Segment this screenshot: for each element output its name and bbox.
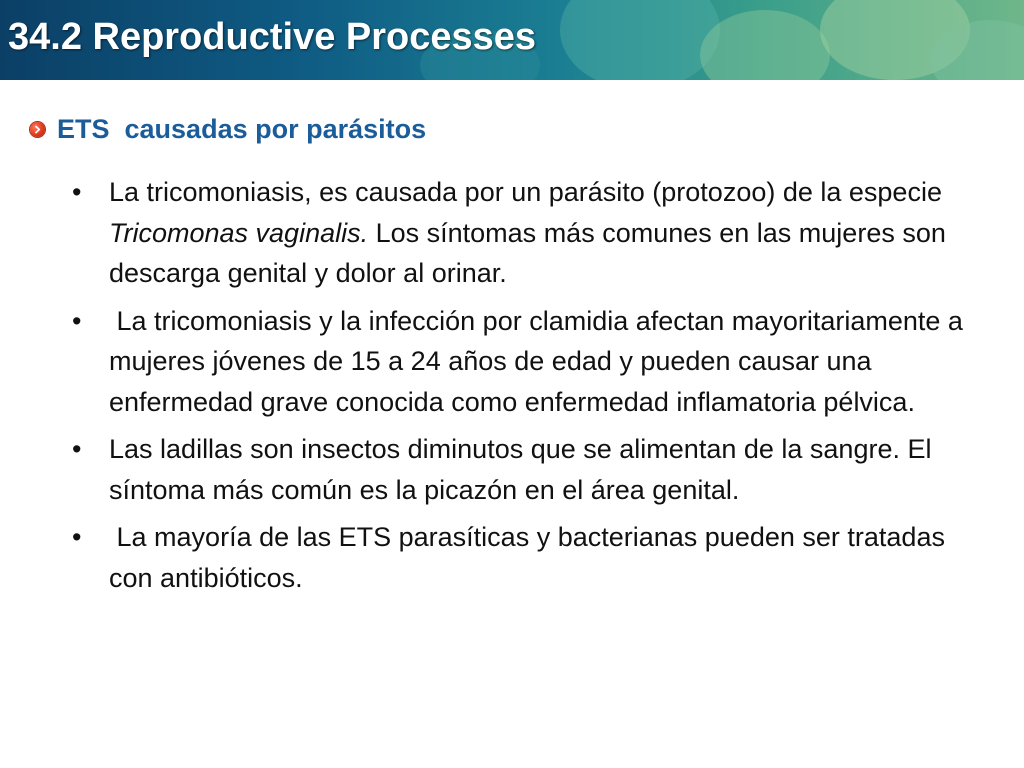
list-item-text-part: Los síntomas más comunes en las mujeres son descarga genital y dolor al orinar.	[109, 217, 954, 288]
list-item	[72, 517, 992, 598]
section-heading	[30, 114, 426, 145]
bullet-list	[72, 172, 992, 605]
bullet-marker: •	[72, 177, 82, 207]
list-item-text: La tricomoniasis y la infección por clamidia afectan mayoritariamente a mujeres jóvenes de 15 a 24 años de edad y pueden causar una enfermedad grave conocida como enfermedad inflamatoria pélvica.	[109, 305, 971, 417]
header-decoration	[560, 0, 720, 80]
chevron-right-icon	[30, 122, 45, 137]
bullet-marker: •	[72, 305, 82, 336]
bullet-marker: •	[72, 434, 82, 464]
list-item-text-part: La tricomoniasis, es causada por un parásito (protozoo) de la especie	[109, 177, 950, 207]
list-item-text: La mayoría de las ETS parasíticas y bacterianas pueden ser tratadas con antibióticos.	[109, 522, 953, 593]
list-item	[72, 429, 992, 510]
species-name: Tricomonas vaginalis.	[109, 217, 369, 248]
list-item	[72, 301, 992, 423]
list-item-text: Las ladillas son insectos diminutos que se alimentan de la sangre. El síntoma más común es la picazón en el área genital.	[109, 434, 939, 505]
list-item	[72, 172, 992, 294]
section-heading-text: ETS causadas por parásitos	[57, 114, 427, 144]
header-decoration	[700, 10, 830, 80]
bullet-marker: •	[72, 522, 82, 552]
header-banner	[0, 0, 1024, 80]
slide-title: 34.2 Reproductive Processes	[8, 16, 537, 58]
list-item-text	[109, 177, 953, 288]
